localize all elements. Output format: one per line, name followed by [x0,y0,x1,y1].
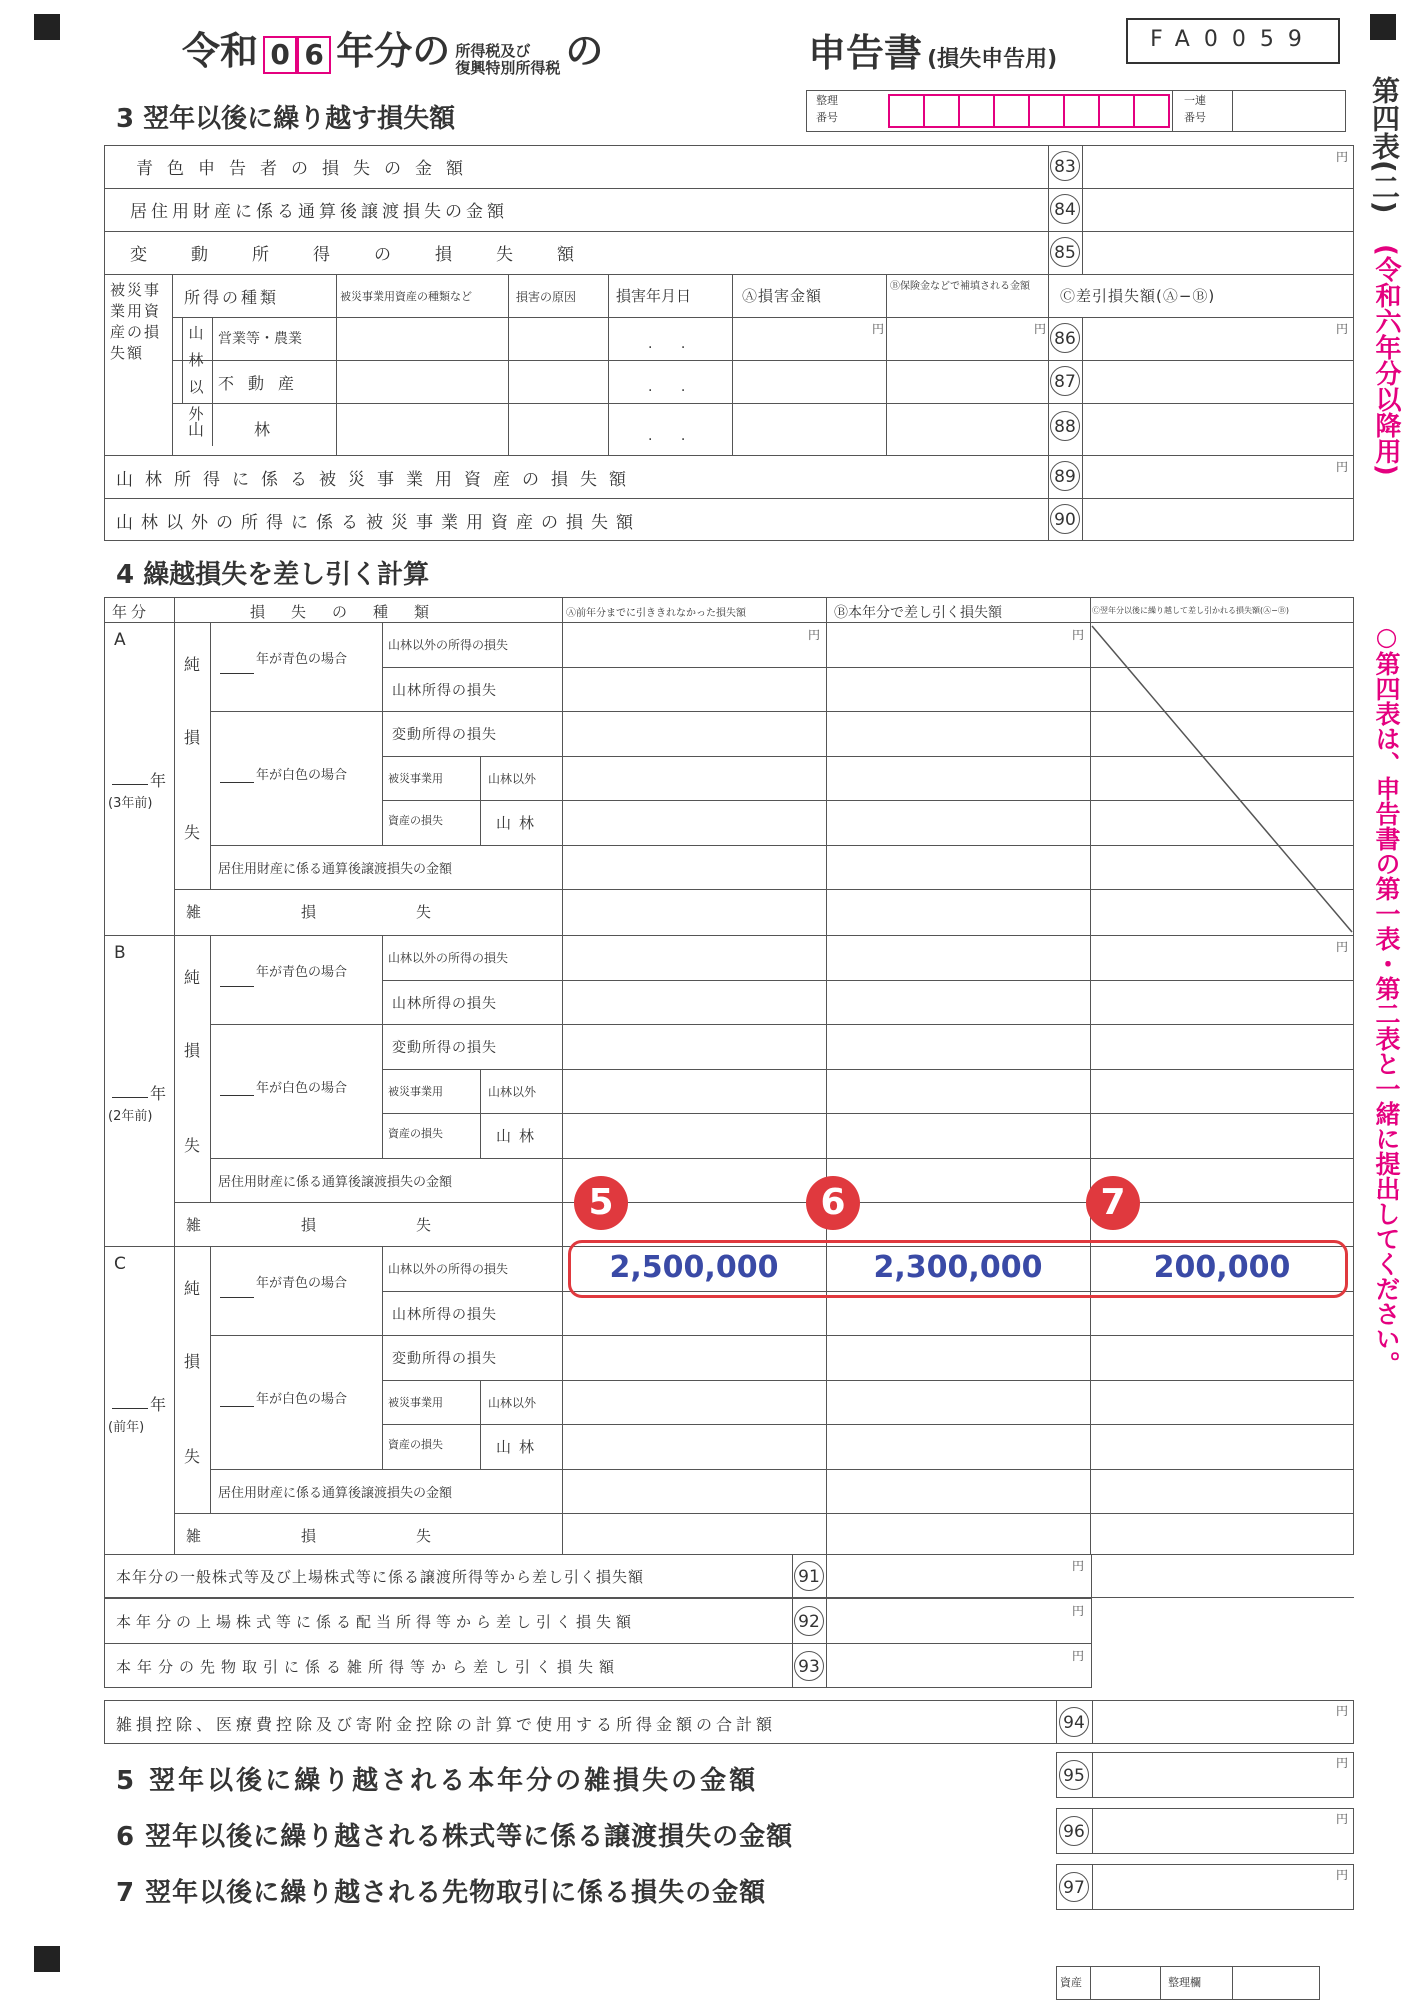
s4-header-year: 年分 [112,603,151,621]
label-forest: 山林 [496,1438,543,1456]
row83-label: 青色申告者の損失の金額 [136,159,477,179]
label-non-forest: 山林以外 [488,1085,537,1099]
renban-label: 一連 番号 [1184,94,1206,124]
s4-header-colA: Ⓐ前年分までに引ききれなかった損失額 [566,608,746,619]
tax-type-stack: 所得税及び 復興特別所得税 [455,41,561,77]
annotation-badge-7: 7 [1086,1176,1140,1230]
annotation-badge-6: 6 [806,1176,860,1230]
white-year-input-line[interactable] [220,782,254,783]
s4-header-colC: Ⓒ翌年分以後に繰り越して差し引かれる損失額(Ⓐ−Ⓑ) [1092,606,1289,615]
label-blue-case: 年が青色の場合 [256,652,348,667]
row92-number: 92 [794,1606,824,1636]
row91-amount-input[interactable] [828,1556,1090,1596]
label-blue-case: 年が青色の場合 [256,1276,348,1291]
row86-number: 86 [1050,323,1080,353]
row93-number: 93 [794,1651,824,1681]
row87-number: 87 [1050,366,1080,396]
year-digit-1[interactable]: 0 [263,36,297,74]
label-disaster-asset: 被災事業用 [388,1085,443,1098]
amount-col-b: 2,300,000 [873,1250,1043,1285]
label-son: 損 [184,728,201,747]
year-input-line[interactable] [112,1097,148,1098]
disaster-group-label: 山林以外 [188,324,204,423]
disaster-header-asset: 被災事業用資産の種類など [340,290,472,303]
row90-number: 90 [1050,504,1080,534]
label-misc-loss: 雑損失 [186,903,532,921]
label-residence-loss: 居住用財産に係る通算後譲渡損失の金額 [218,1486,453,1501]
year-input-line[interactable] [112,1408,148,1409]
year-digit-2[interactable]: 6 [297,36,331,74]
row92-label: 本年分の上場株式等に係る配当所得等から差し引く損失額 [116,1613,637,1631]
label-jun: 純 [184,1279,201,1298]
era-note-vertical: (令和六年分以降用) [1371,244,1401,476]
registration-mark-top-right [1370,14,1396,40]
label-forest: 山林 [496,814,543,832]
row89-amount-input[interactable] [1084,457,1352,497]
section3-title: 3 翌年以後に繰り越す損失額 [116,104,456,134]
form-header-title [182,20,604,77]
form-code-box: FA0059 [1126,18,1340,64]
blue-year-input-line[interactable] [220,673,254,674]
year-label: 年 [150,1084,167,1103]
section6-title: 6 翌年以後に繰り越される株式等に係る譲渡損失の金額 [116,1822,794,1852]
blue-year-input-line[interactable] [220,1297,254,1298]
row95-amount-input[interactable] [1094,1754,1352,1796]
label-forest-loss: 山林所得の損失 [392,996,497,1012]
label-non-forest-loss: 山林以外の所得の損失 [388,1262,509,1276]
year-label: 年 [150,1395,167,1414]
form-subtitle: (損失申告用) [927,47,1058,72]
label-jun: 純 [184,655,201,674]
disaster-side-label: 被災事業用資産の損失額 [110,281,162,362]
block-letter: C [114,1254,126,1274]
footer-shisan-label: 資産 [1060,1976,1082,1989]
seiri-label: 整理 番号 [816,94,838,124]
label-misc-loss: 雑損失 [186,1216,532,1234]
row95-number: 95 [1059,1760,1089,1790]
disaster-header-type: 所得の種類 [184,288,280,307]
label-blue-case: 年が青色の場合 [256,965,348,980]
s4-header-colB: Ⓑ本年分で差し引く損失額 [834,605,1002,621]
label-disaster-asset: 被災事業用 [388,772,443,785]
label-variable-loss: 変動所得の損失 [392,727,497,743]
label-shitsu: 失 [184,823,201,842]
row94-amount-input[interactable] [1094,1702,1352,1742]
table-title-vertical: 第四表(二) [1368,76,1401,214]
row96-amount-input[interactable] [1094,1810,1352,1852]
disaster-row87-type: 不動産 [218,374,309,393]
amount-col-a: 2,500,000 [609,1250,779,1285]
disaster-header-date: 損害年月日 [616,287,692,305]
label-white-case: 年が白色の場合 [256,1081,348,1096]
row88-number: 88 [1050,411,1080,441]
block-letter: A [114,630,126,650]
row89-label: 山林所得に係る被災事業用資産の損失額 [116,470,638,490]
disaster-row86-type: 営業等・農業 [218,331,302,347]
label-disaster-asset2: 資産の損失 [388,814,443,827]
label-forest-loss: 山林所得の損失 [392,683,497,699]
row96-number: 96 [1059,1816,1089,1846]
label-son: 損 [184,1352,201,1371]
row97-amount-input[interactable] [1094,1866,1352,1908]
section7-title: 7 翌年以後に繰り越される先物取引に係る損失の金額 [116,1878,767,1908]
label-disaster-asset2: 資産の損失 [388,1438,443,1451]
block-letter: B [114,943,126,963]
footer-seiriran-label: 整理欄 [1168,1976,1201,1989]
disaster-row86-date: . . [648,336,698,352]
year-input-line[interactable] [112,784,148,785]
label-non-forest-loss: 山林以外の所得の損失 [388,638,509,652]
registration-mark-top-left [34,14,60,40]
form-name: 申告書 (損失申告用) [808,31,1058,75]
white-year-input-line[interactable] [220,1406,254,1407]
tax-suffix: の [565,29,604,73]
row93-amount-input[interactable] [828,1645,1090,1687]
disaster-row88-type: 山林 [188,420,321,439]
label-son: 損 [184,1041,201,1060]
row91-number: 91 [794,1561,824,1591]
disaster-header-net-loss: Ⓒ差引損失額(Ⓐ−Ⓑ) [1060,287,1216,305]
row97-number: 97 [1059,1872,1089,1902]
s4-header-kind: 損失の種類 [250,603,456,621]
registration-mark-bottom-left [34,1946,60,1972]
label-shitsu: 失 [184,1136,201,1155]
label-forest: 山林 [496,1127,543,1145]
label-white-case: 年が白色の場合 [256,768,348,783]
row85-label: 変動所得の損失額 [130,245,618,265]
row83-amount-input[interactable] [1084,147,1352,187]
disaster-header-cause: 損害の原因 [516,290,577,304]
disaster-row88-date: . . [648,428,698,444]
row83-number: 83 [1050,151,1080,181]
disaster-header-insurance: Ⓑ保険金などで補填される金額 [890,281,1030,292]
label-disaster-asset: 被災事業用 [388,1396,443,1409]
row90-label: 山林以外の所得に係る被災事業用資産の損失額 [116,513,641,533]
year-note: (前年) [108,1420,145,1435]
row94-label: 雑損控除、医療費控除及び寄附金控除の計算で使用する所得金額の合計額 [116,1715,777,1734]
row84-number: 84 [1050,194,1080,224]
label-white-case: 年が白色の場合 [256,1392,348,1407]
era-label: 令和 [182,29,259,73]
label-shitsu: 失 [184,1447,201,1466]
disaster-header-damage: Ⓐ損害金額 [742,287,823,305]
label-non-forest: 山林以外 [488,1396,537,1410]
blue-year-input-line[interactable] [220,986,254,987]
label-non-forest-loss: 山林以外の所得の損失 [388,951,509,965]
row84-amount-input[interactable] [1084,190,1352,230]
row90-amount-input[interactable] [1084,500,1352,540]
year-label: 年 [150,771,167,790]
row94-number: 94 [1059,1707,1089,1737]
label-forest-loss: 山林所得の損失 [392,1307,497,1323]
label-jun: 純 [184,968,201,987]
row93-label: 本年分の先物取引に係る雑所得等から差し引く損失額 [116,1658,621,1676]
row85-amount-input[interactable] [1084,233,1352,273]
row84-label: 居住用財産に係る通算後譲渡損失の金額 [130,202,508,222]
label-disaster-asset2: 資産の損失 [388,1127,443,1140]
row85-number: 85 [1050,237,1080,267]
white-year-input-line[interactable] [220,1095,254,1096]
label-non-forest: 山林以外 [488,772,537,786]
section5-title: 5 翌年以後に繰り越される本年分の雑損失の金額 [116,1766,759,1796]
amount-col-c: 200,000 [1153,1250,1291,1285]
label-variable-loss: 変動所得の損失 [392,1351,497,1367]
seiri-number-cells[interactable] [888,94,1170,128]
year-suffix: 年分の [336,29,451,73]
annotation-badge-5: 5 [574,1176,628,1230]
year-note: (2年前) [108,1109,153,1124]
label-residence-loss: 居住用財産に係る通算後譲渡損失の金額 [218,862,453,877]
row91-label: 本年分の一般株式等及び上場株式等に係る譲渡所得等から差し引く損失額 [116,1568,645,1586]
row89-number: 89 [1050,461,1080,491]
label-variable-loss: 変動所得の損失 [392,1040,497,1056]
label-residence-loss: 居住用財産に係る通算後譲渡損失の金額 [218,1175,453,1190]
disaster-row87-date: . . [648,379,698,395]
submission-instruction-vertical: ○第四表は、申告書の第一表・第二表と一緒に提出してください。 [1372,622,1401,1376]
row92-amount-input[interactable] [828,1600,1090,1642]
section4-title: 4 繰越損失を差し引く計算 [116,560,430,590]
label-misc-loss: 雑損失 [186,1527,532,1545]
colC-block-a-diagonal [1090,622,1354,935]
year-note: (3年前) [108,796,153,811]
